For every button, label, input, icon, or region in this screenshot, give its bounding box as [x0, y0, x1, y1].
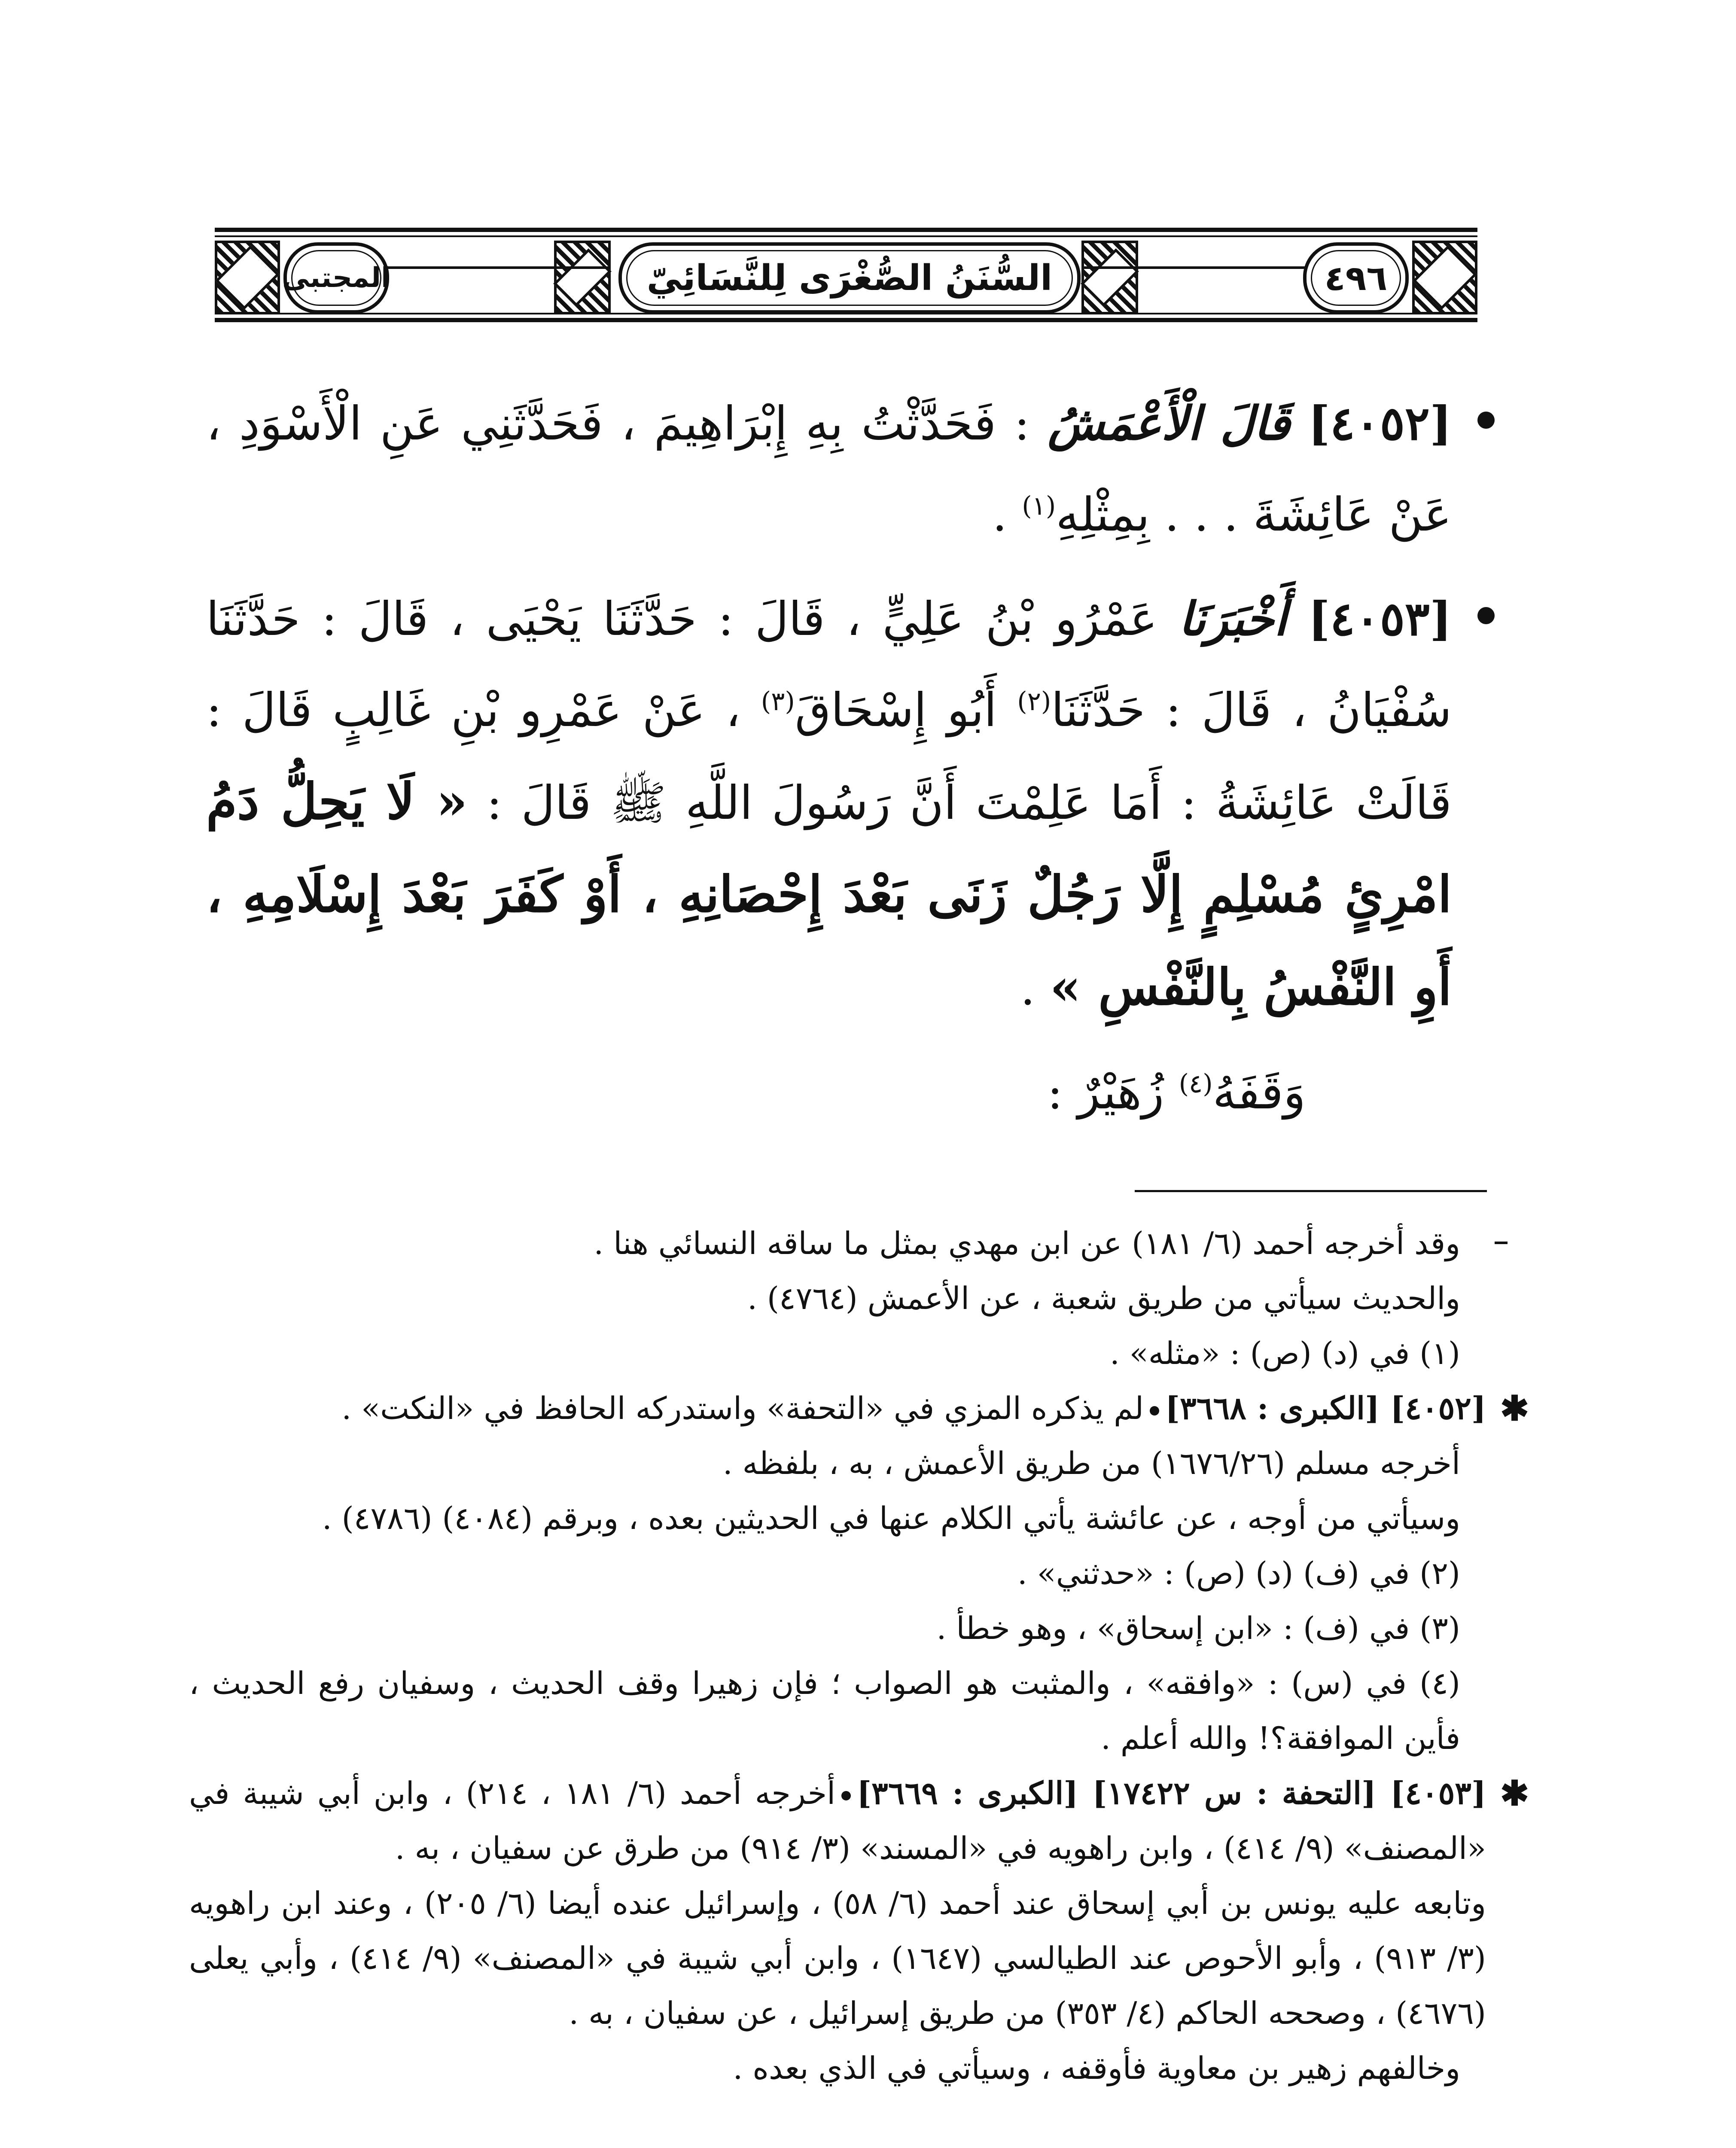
header-flourish-left	[387, 266, 610, 269]
hadith-number: [٤٠٥٣]	[1308, 592, 1452, 646]
takhrij-tag: [٤٠٥٢] [الكبرى : ٣٦٦٨]	[1165, 1390, 1486, 1426]
asterisk-icon: ✱	[1500, 1388, 1529, 1428]
header-bottom-rule	[215, 318, 1477, 322]
hadith-end: .	[992, 488, 1022, 542]
prophetic-text: « لَا يَحِلُّ دَمُ امْرِئٍ مُسْلِمٍ إِلَّا رَجُلٌ زَنَى بَعْدَ إِحْصَانِهِ ، أَوْ كَفَرَ بَعْدَ إِسْلَامِهِ ، أَوِ النَّفْسُ بِالنَّفْسِ »	[206, 772, 1452, 1016]
footnote-text: أخرجه مسلم (١٦٧٦/٢٦) من طريق الأعمش ، به ، بلفظه .	[722, 1445, 1460, 1481]
footnote	[189, 1546, 1512, 1601]
header-flourish-right	[1082, 266, 1306, 269]
book-title-cartouche	[618, 242, 1081, 314]
waqf-line	[206, 1047, 1486, 1138]
emblem-cartouche	[283, 242, 389, 314]
footnote	[189, 1601, 1512, 1656]
waqf-pre: وَقَفَهُ	[1212, 1066, 1306, 1120]
footnote-text: أخرجه أحمد (٦/ ١٨١ ، ٢١٤) ، وابن أبي شيبة في «المصنف» (٩/ ٤١٤) ، وابن راهويه في «المسند» (٣/ ٩١٤) من طرق عن سفيان ، به .	[189, 1775, 1486, 1866]
footnote-ref: (٤)	[1179, 1069, 1213, 1099]
footnote-ref: (٢)	[1017, 687, 1051, 717]
hadith-4052	[206, 378, 1486, 561]
footnote-text: لم يذكره المزي في «التحفة» واستدركه الحافظ في «النكت» .	[341, 1390, 1144, 1426]
takhrij-note	[189, 1766, 1529, 1876]
footnote-text: والحديث سيأتي من طريق شعبة ، عن الأعمش (٤٧٦٤) .	[747, 1280, 1460, 1316]
main-text	[206, 378, 1486, 1138]
page-header	[215, 228, 1477, 322]
footnote-separator	[1135, 1190, 1487, 1192]
footnote	[189, 1216, 1512, 1271]
footnote-text: وتابعه عليه يونس بن أبي إسحاق عند أحمد (٦/ ٥٨) ، وإسرائيل عنده أيضا (٦/ ٢٠٥) ، وعند ابن راهويه (٣/ ٩١٣) ، وأبو الأحوص عند الطيالسي (١٦٤٧) ، وابن أبي شيبة في «المصنف» (٩/ ٤١٤) ، وأبي يعلى (٤٦٧٦) ، وصححه الحاكم (٤/ ٣٥٣) من طريق إسرائيل ، عن سفيان ، به .	[189, 1885, 1486, 2031]
page-number: ٤٩٦	[1324, 258, 1388, 298]
takhrij-note	[189, 1381, 1529, 1436]
footnote-ref: (١)	[1022, 491, 1056, 521]
hadith-lead: قَالَ الْأَعْمَشُ	[1048, 397, 1290, 451]
isnad-part-3: ، عَنْ عَمْرِو بْنِ غَالِبٍ قَالَ : قَالَتْ عَائِشَةُ : أَمَا عَلِمْتَ أَنَّ رَسُولَ اللَّهِ ﷺ قَالَ :	[206, 683, 1452, 830]
bullet-icon	[1477, 412, 1495, 429]
footnote-ref: (٣)	[761, 687, 795, 717]
header-top-rule-thin	[215, 235, 1477, 237]
footnote-text: (١) في (د) (ص) : «مثله» .	[1109, 1335, 1460, 1371]
bullet-icon	[1477, 607, 1495, 624]
takhrij-tag: [٤٠٥٣] [التحفة : س ١٧٤٢٢] [الكبرى : ٣٦٦٩]	[857, 1775, 1486, 1811]
isnad-part-1: عَمْرُو بْنُ عَلِيٍّ ، قَالَ : حَدَّثَنَا يَحْيَى ، قَالَ : حَدَّثَنَا سُفْيَانُ ، قَالَ : حَدَّثَنَا	[206, 592, 1452, 737]
footnote-text: (٤) في (س) : «وافقه» ، والمثبت هو الصواب ؛ فإن زهيرا وقف الحديث ، وسفيان رفع الحديث ، فأين الموافقة؟! والله أعلم .	[189, 1665, 1460, 1756]
hadith-lead: أَخْبَرَنَا	[1179, 592, 1287, 646]
footnote-text: وقد أخرجه أحمد (٦/ ١٨١) عن ابن مهدي بمثل ما ساقه النسائي هنا .	[594, 1225, 1460, 1261]
footnotes	[189, 1216, 1529, 2096]
isnad-part-2: أَبُو إِسْحَاقَ	[795, 683, 1017, 737]
dot-icon	[1150, 1406, 1159, 1416]
hadith-number: [٤٠٥٢]	[1308, 397, 1452, 451]
footnote-text: (٣) في (ف) : «ابن إسحاق» ، وهو خطأ .	[936, 1610, 1460, 1646]
footnote	[189, 1271, 1512, 1326]
footnote	[189, 1491, 1512, 1546]
ornament-right-icon	[1412, 241, 1477, 314]
emblem-text: المجتبى	[282, 262, 390, 294]
footnote-text: وسيأتي من أوجه ، عن عائشة يأتي الكلام عنها في الحديثين بعده ، وبرقم (٤٠٨٤) (٤٧٨٦) .	[322, 1500, 1460, 1536]
ornament-center-right-icon	[1081, 241, 1138, 314]
header-top-rule	[215, 228, 1477, 232]
waqf-post: زُهَيْرٌ :	[1047, 1066, 1179, 1120]
page-number-cartouche	[1303, 242, 1409, 314]
dash-icon	[1495, 1242, 1508, 1244]
hadith-4053	[206, 574, 1486, 1034]
footnote	[189, 1436, 1512, 1491]
dot-icon	[841, 1791, 851, 1800]
footnote	[189, 1876, 1512, 2041]
footnote	[189, 2041, 1512, 2096]
ornament-left-icon	[215, 241, 280, 314]
asterisk-icon: ✱	[1500, 1773, 1529, 1813]
footnote-text: (٢) في (ف) (د) (ص) : «حدثني» .	[1017, 1555, 1460, 1591]
hadith-text: : فَحَدَّثْتُ بِهِ إِبْرَاهِيمَ ، فَحَدَّثَنِي عَنِ الْأَسْوَدِ ، عَنْ عَائِشَةَ . . . بِمِثْلِهِ	[206, 397, 1452, 542]
footnote-text: وخالفهم زهير بن معاوية فأوقفه ، وسيأتي في الذي بعده .	[733, 2050, 1460, 2086]
footnote	[189, 1326, 1512, 1381]
footnote	[189, 1656, 1512, 1766]
ornament-center-left-icon	[554, 241, 611, 314]
hadith-end: .	[1020, 962, 1050, 1016]
book-title: السُّنَنُ الصُّغْرَى لِلنَّسَائِيّ	[646, 257, 1053, 299]
